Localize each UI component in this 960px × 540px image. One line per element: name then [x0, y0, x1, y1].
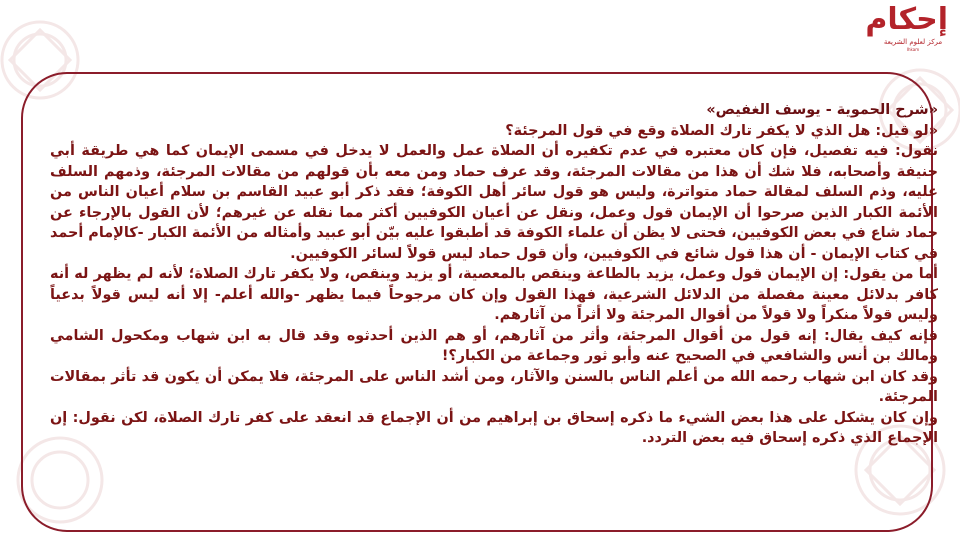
- logo-wordmark: إحكام: [865, 2, 948, 37]
- paragraph-faith-definition: أما من يقول: إن الإيمان قول وعمل، يزيد بالطاعة وينقص بالمعصية، أو يزيد وينقص، ولا يكفر تارك الصلاة؛ لأنه لم يظهر له أنه كافر بدلائل معينة مفصلة من الدلائل الشرعية، فهذا القول وإن كان مرجوحاً فيما يظهر -والله أعلم- إلا أنه ليس قولاً بدعياً وليس قولاً منكراً ولا قولاً من أقوال المرجئة ولا أثراً من آثارهم.: [50, 266, 938, 323]
- paragraph-answer-detail: نقول: فيه تفصيل، فإن كان معتبره في عدم تكفيره أن الصلاة عمل والعمل لا يدخل في مسمى الإيمان كما هي طريقة أبي حنيفة وأصحابه، فلا شك أن هذا من مقالات المرجئة، وقد عرف حماد ومن معه بأن قولهم من مقالات المرجئة، وذمهم السلف عليه، وذم السلف لمقالة حماد متواترة، وليس هو قول سائر أهل الكوفة؛ فقد ذكر أبو عبيد القاسم بن سلام أعيان الناس من الأئمة الكبار الذين صرحوا أن الإيمان قول وعمل، ونقل عن أعيان الكوفيين أكثر مما نقله عن غيرهم؛ لأن القول بالإرجاء عن حماد شاع في بعض الكوفيين، فحتى لا يظن أن علماء الكوفة قد أطبقوا عليه بيّن أبو عبيد وأمثاله من الأئمة الكبار -كالإمام أحمد في كتاب الإيمان - أن هذا قول شائع في الكوفيين، وأن قول حماد ليس قولاً لسائر الكوفيين.: [50, 143, 938, 262]
- logo-tagline: Ihkam: [906, 47, 920, 52]
- paragraph-scholars: فإنه كيف يقال: إنه قول من أقوال المرجئة، وأثر من آثارهم، أو هم الذين أحدثوه وقد قال به ابن شهاب ومكحول الشامي ومالك بن أنس والشافعي في الصحيح عنه وأبو ثور وجماعة من الكبار؟!: [50, 327, 938, 364]
- paragraph-ibn-shihab: وقد كان ابن شهاب رحمه الله من أعلم الناس بالسنن والآثار، ومن أشد الناس على المرجئة، فلا يمكن أن يكون قد تأثر بمقالات المرجئة.: [50, 368, 938, 405]
- document-text: [50, 100, 938, 449]
- logo-subtitle: مركز لعلوم الشريعة: [883, 38, 943, 46]
- paragraph-ijma: وإن كان يشكل على هذا بعض الشيء ما ذكره إسحاق بن إبراهيم من أن الإجماع قد انعقد على كفر تارك الصلاة، لكن نقول: إن الإجماع الذي ذكره إسحاق فيه بعض التردد.: [50, 409, 938, 446]
- document-title: «شرح الحموية - يوسف الغفيص»: [706, 102, 938, 118]
- paragraph-question: «لو قيل: هل الذي لا يكفر تارك الصلاة وقع في قول المرجئة؟: [505, 122, 938, 139]
- logo: [865, 2, 948, 64]
